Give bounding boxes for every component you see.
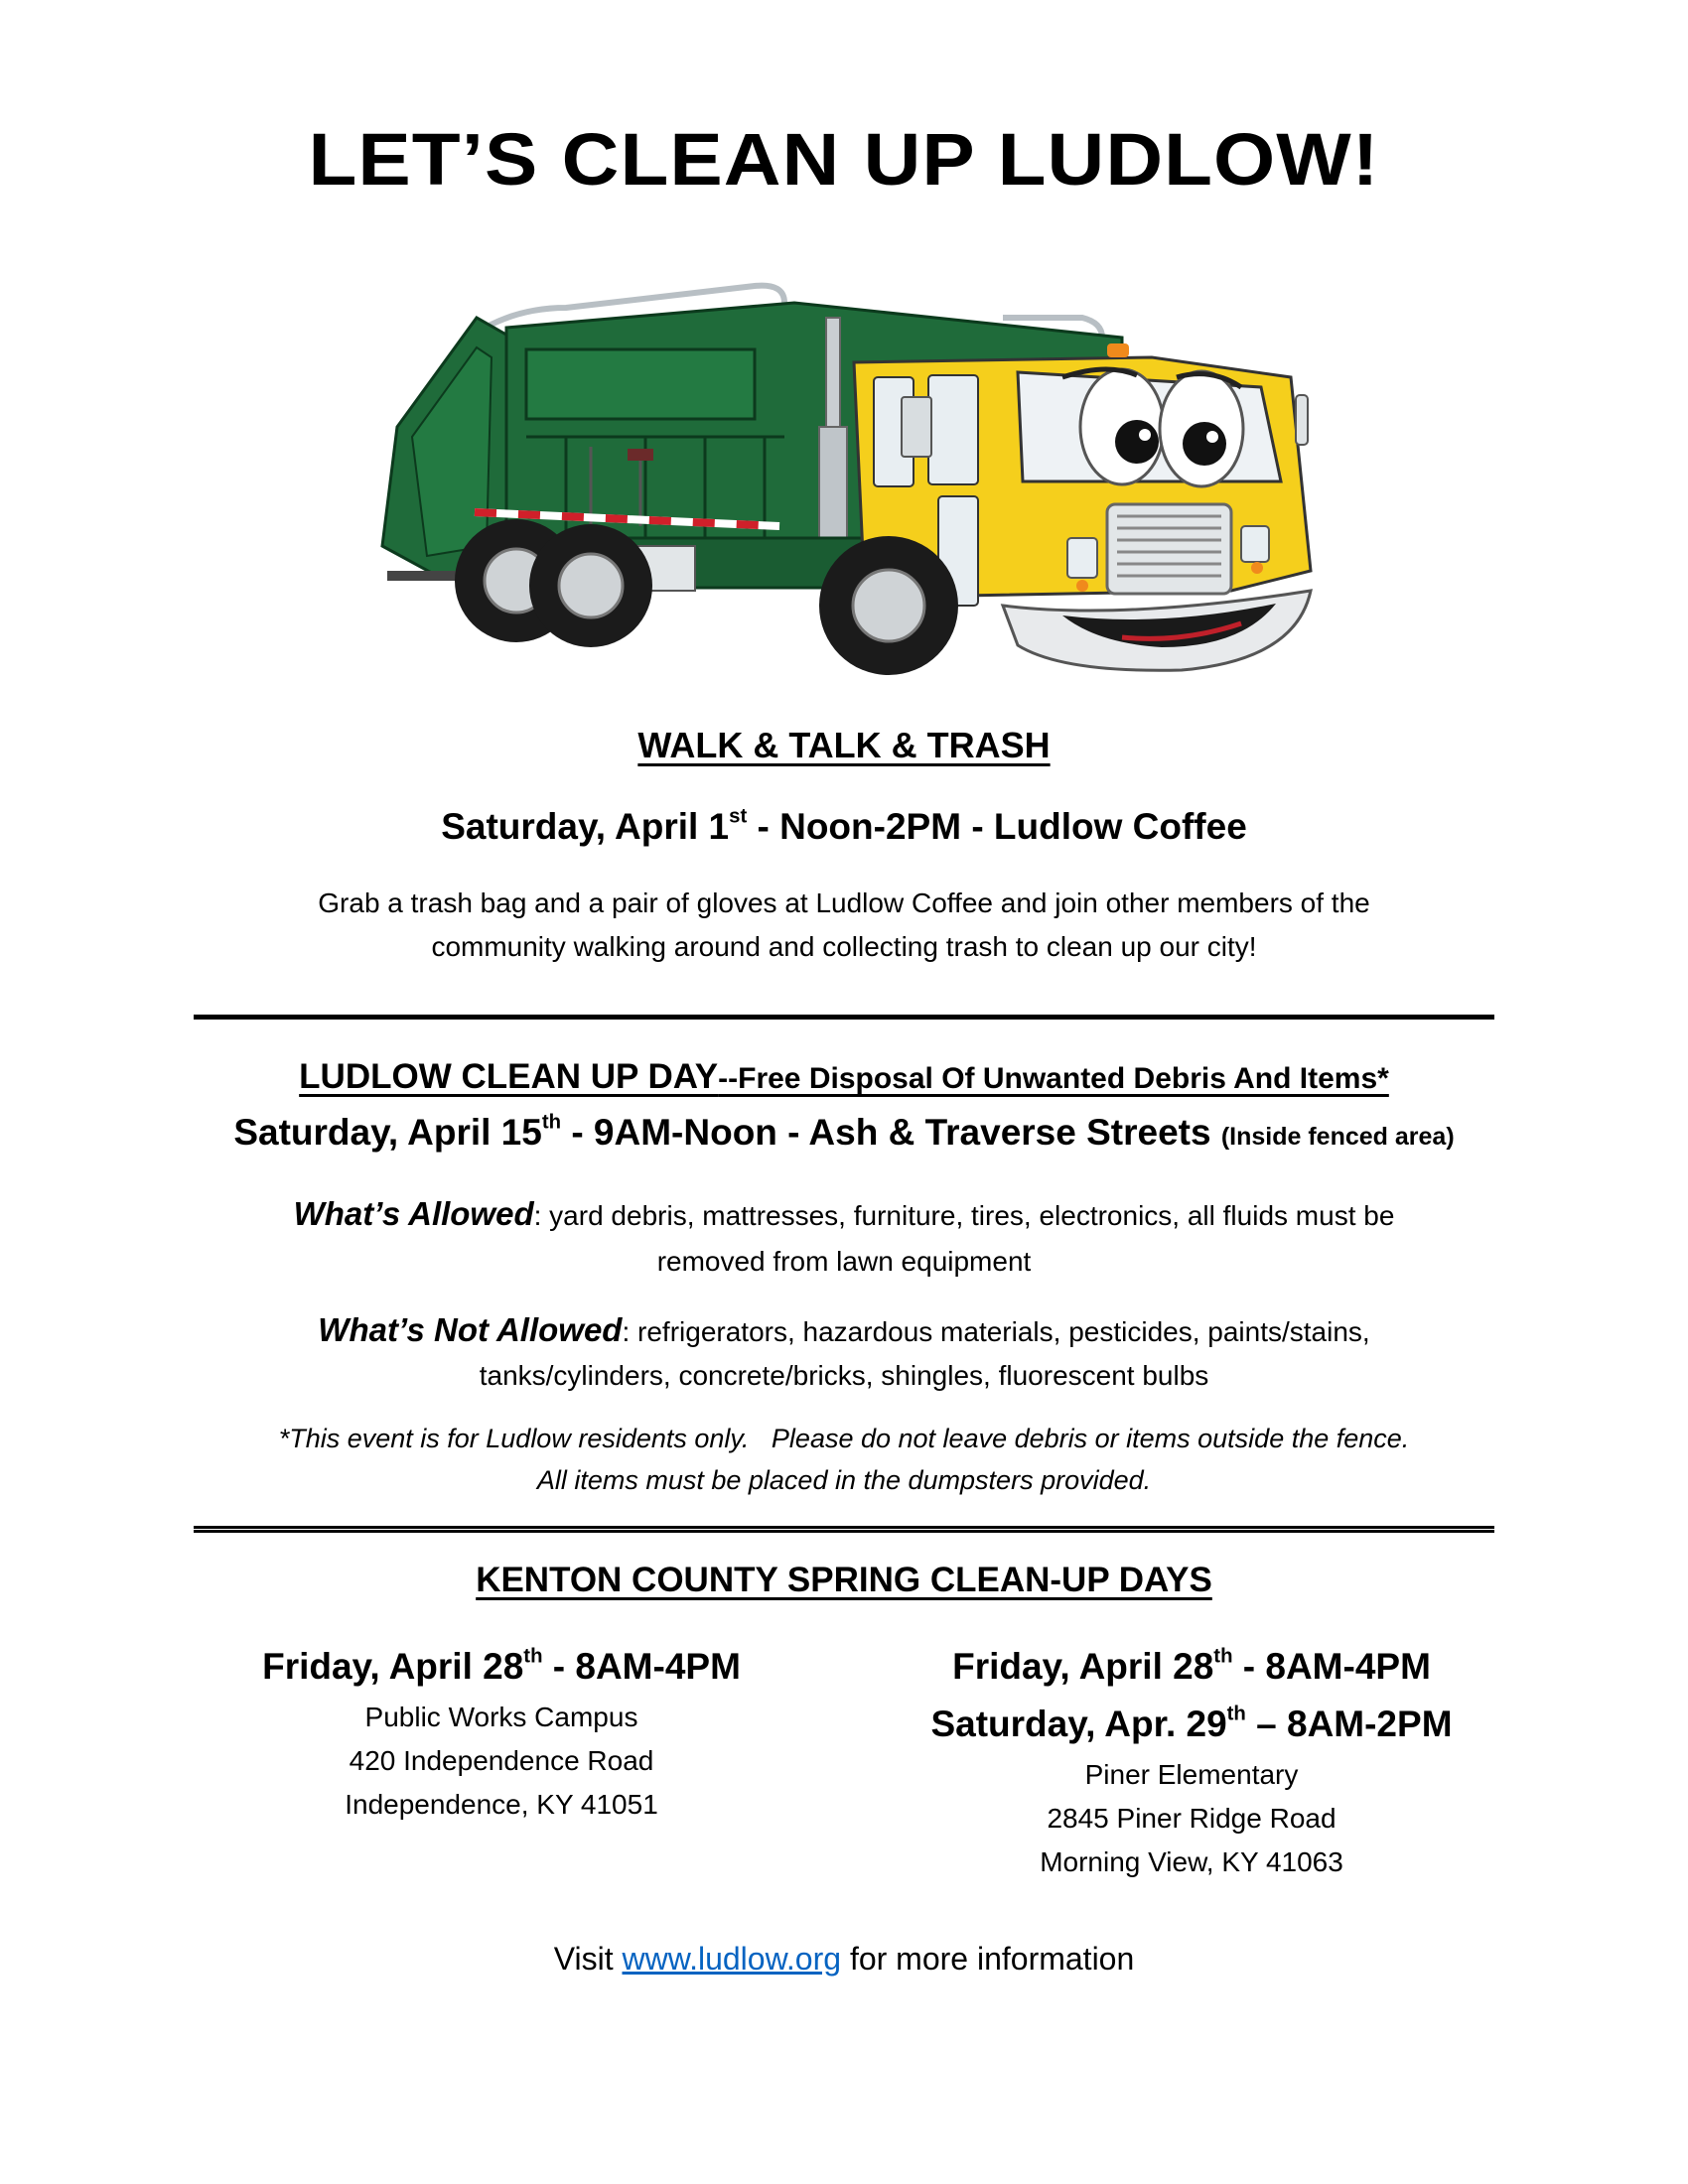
cleanup-day-heading: LUDLOW CLEAN UP DAY--Free Disposal Of Unwanted Debris And Items* bbox=[299, 1057, 1389, 1096]
kenton-location-morning-view bbox=[874, 1638, 1509, 1884]
event-date: Friday, April 28th - 8AM-4PM bbox=[262, 1645, 741, 1687]
kenton-location-independence bbox=[194, 1638, 809, 1827]
footer-info: Visit www.ludlow.org for more information bbox=[553, 1941, 1135, 1977]
double-section-divider bbox=[194, 1526, 1494, 1533]
website-link[interactable]: www.ludlow.org bbox=[622, 1941, 842, 1977]
residents-note: *This event is for Ludlow residents only. Please do not leave debris or items outside the fence. All items must be placed in the dumpsters provided. bbox=[278, 1424, 1410, 1495]
not-allowed-label: What’s Not Allowed bbox=[318, 1311, 623, 1348]
address-line: 420 Independence Road bbox=[349, 1745, 654, 1776]
address-line: Piner Elementary bbox=[1084, 1759, 1299, 1790]
walk-talk-description: Grab a trash bag and a pair of gloves at Ludlow Coffee and join other members of the community walking around and collecting trash to clean up our city! bbox=[318, 887, 1370, 962]
allowed-items: What’s Allowed: yard debris, mattresses, furniture, tires, electronics, all fluids must be removed from lawn equipment bbox=[293, 1195, 1395, 1277]
kenton-heading: KENTON COUNTY SPRING CLEAN-UP DAYS bbox=[476, 1561, 1212, 1599]
garbage-truck-illustration bbox=[367, 278, 1321, 685]
cleanup-day-date: Saturday, April 15th - 9AM-Noon - Ash & Traverse Streets (Inside fenced area) bbox=[233, 1111, 1455, 1153]
page-title: LET’S CLEAN UP LUDLOW! bbox=[308, 118, 1380, 201]
address-line: Public Works Campus bbox=[364, 1702, 638, 1732]
event-date: Saturday, Apr. 29th – 8AM-2PM bbox=[930, 1703, 1453, 1744]
address-line: Morning View, KY 41063 bbox=[1040, 1846, 1343, 1877]
allowed-label: What’s Allowed bbox=[293, 1195, 534, 1232]
address-line: Independence, KY 41051 bbox=[345, 1789, 658, 1820]
event-date: Friday, April 28th - 8AM-4PM bbox=[952, 1645, 1431, 1687]
not-allowed-items: What’s Not Allowed: refrigerators, hazardous materials, pesticides, paints/stains, tanks/cylinders, concrete/bricks, shingles, fluorescent bulbs bbox=[318, 1311, 1370, 1391]
walk-talk-date: Saturday, April 1st - Noon-2PM - Ludlow Coffee bbox=[441, 805, 1247, 847]
section-divider bbox=[194, 1015, 1494, 1020]
address-line: 2845 Piner Ridge Road bbox=[1047, 1803, 1336, 1834]
walk-talk-heading: WALK & TALK & TRASH bbox=[637, 725, 1051, 765]
